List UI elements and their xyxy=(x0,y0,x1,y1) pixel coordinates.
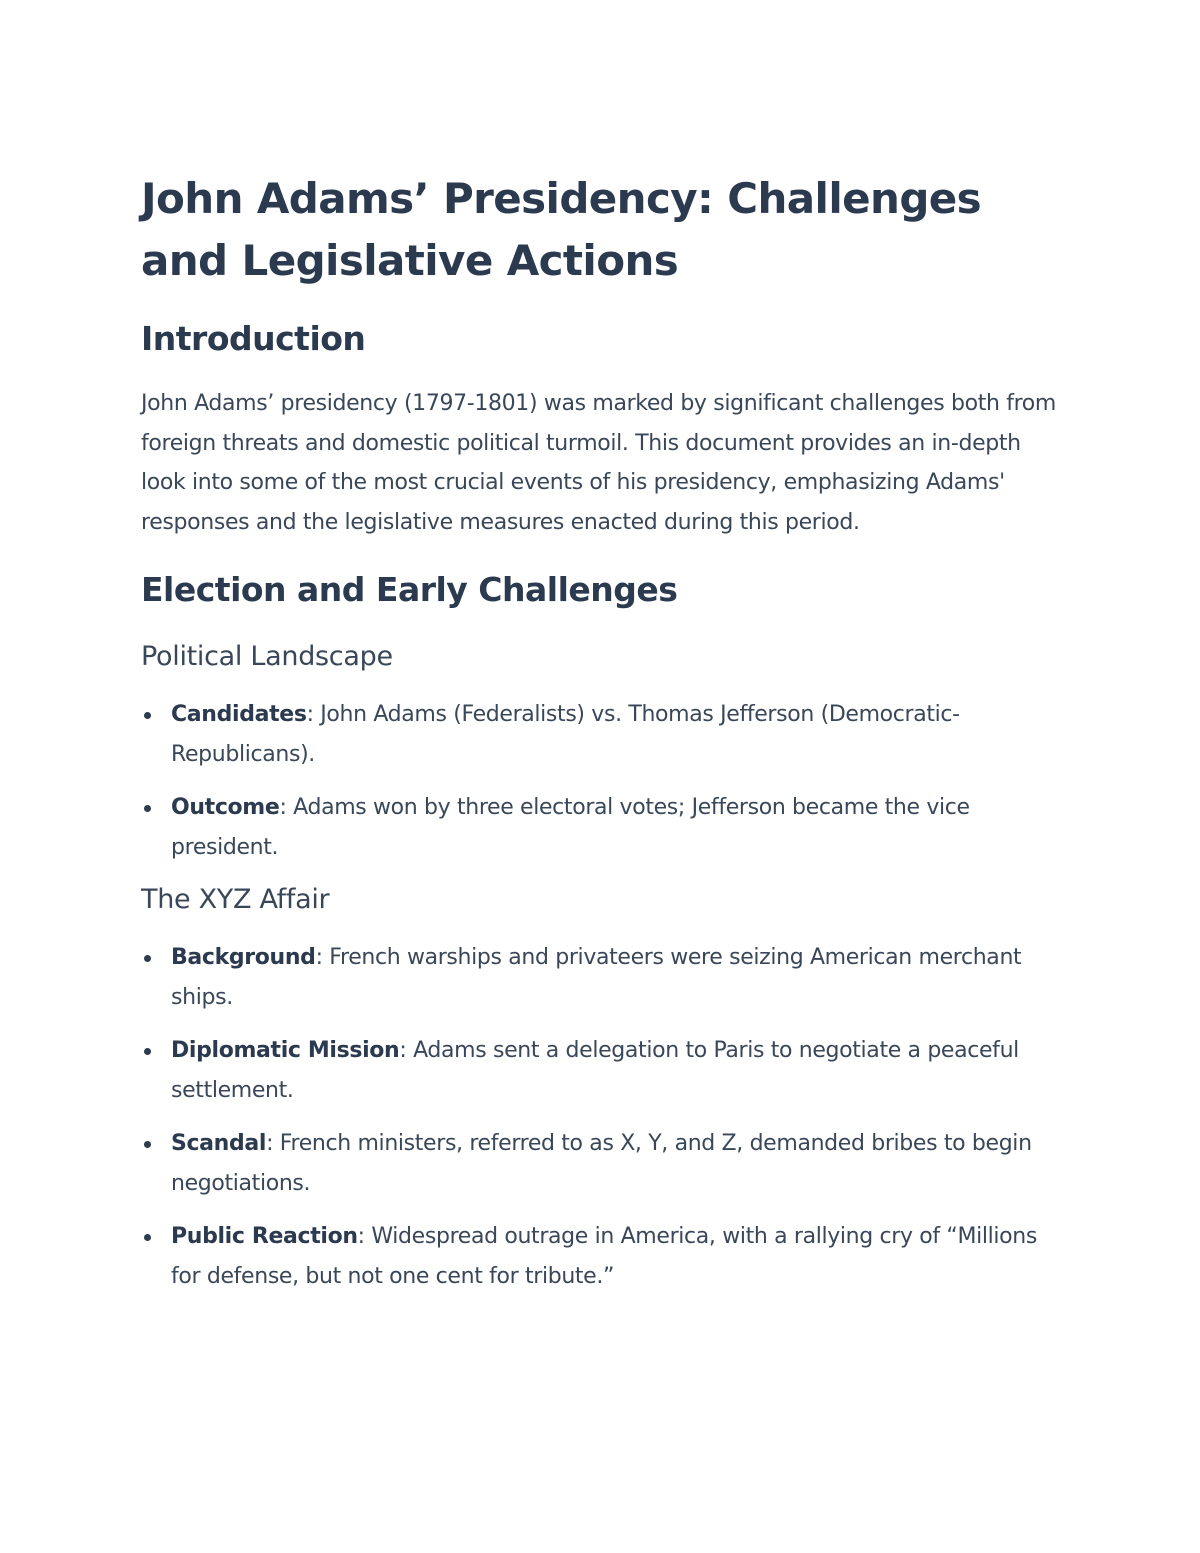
list-item-label: Diplomatic Mission xyxy=(171,1038,400,1063)
introduction-heading: Introduction xyxy=(141,319,366,358)
list-item xyxy=(141,695,1071,774)
bullet-icon xyxy=(144,712,151,719)
list-item-label: Scandal xyxy=(171,1131,267,1156)
list-item-label: Outcome xyxy=(171,795,280,820)
list-item-text: : John Adams (Federalists) vs. Thomas Jefferson (Democratic-Republicans). xyxy=(171,702,960,767)
list-item-label: Public Reaction xyxy=(171,1224,358,1249)
list-item xyxy=(141,1217,1071,1296)
xyz-affair-heading: The XYZ Affair xyxy=(141,884,330,915)
election-heading: Election and Early Challenges xyxy=(141,570,678,609)
document-page xyxy=(141,168,1071,1296)
list-item-text: : Adams won by three electoral votes; Jefferson became the vice president. xyxy=(171,795,970,860)
bullet-icon xyxy=(144,1141,151,1148)
list-item-label: Background xyxy=(171,945,316,970)
bullet-icon xyxy=(144,955,151,962)
list-item-text: : Widespread outrage in America, with a rallying cry of “Millions for defense, but not one cent for tribute.” xyxy=(171,1224,1037,1289)
xyz-affair-list xyxy=(141,938,1071,1296)
list-item-text: : Adams sent a delegation to Paris to negotiate a peaceful settlement. xyxy=(171,1038,1019,1103)
document-title: John Adams’ Presidency: Challenges and Legislative Actions xyxy=(141,174,982,285)
list-item xyxy=(141,788,1071,867)
list-item xyxy=(141,1031,1071,1110)
bullet-icon xyxy=(144,805,151,812)
list-item xyxy=(141,938,1071,1017)
bullet-icon xyxy=(144,1048,151,1055)
list-item-text: : French ministers, referred to as X, Y, and Z, demanded bribes to begin negotiations. xyxy=(171,1131,1032,1196)
list-item xyxy=(141,1124,1071,1203)
political-landscape-list xyxy=(141,695,1071,867)
list-item-text: : French warships and privateers were seizing American merchant ships. xyxy=(171,945,1022,1010)
introduction-paragraph: John Adams’ presidency (1797-1801) was marked by significant challenges both from foreign threats and domestic political turmoil. This document provides an in-depth look into some of the most crucial events of his presidency, emphasizing Adams' responses and the legislative measures enacted during this period. xyxy=(141,391,1056,535)
political-landscape-heading: Political Landscape xyxy=(141,641,393,672)
bullet-icon xyxy=(144,1234,151,1241)
list-item-label: Candidates xyxy=(171,702,307,727)
